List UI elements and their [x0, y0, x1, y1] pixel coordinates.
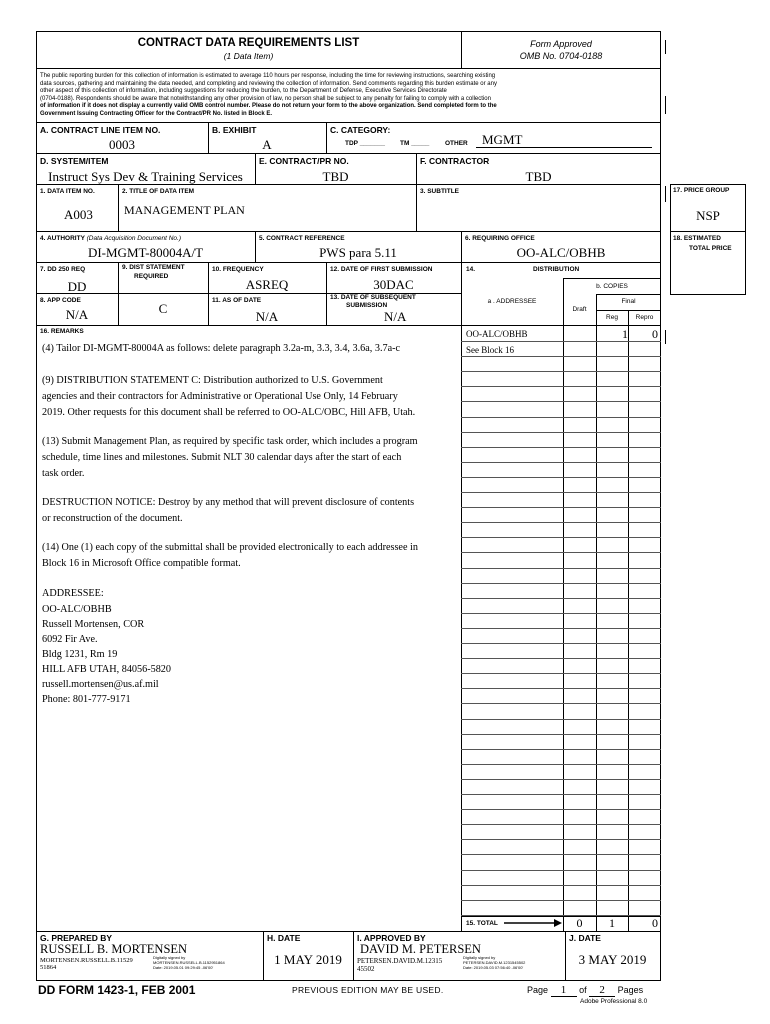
copies-label: b. COPIES	[596, 283, 628, 290]
reg-label: Reg	[606, 314, 618, 321]
subsequent-submission-label-2: SUBMISSION	[346, 302, 388, 309]
distribution-row-line	[461, 462, 661, 463]
contract-reference-value[interactable]: PWS para 5.11	[319, 245, 397, 260]
as-of-date-value[interactable]: N/A	[255, 309, 279, 324]
category-tdp: TDP _______	[345, 140, 385, 147]
distribution-row-line	[461, 673, 661, 674]
distribution-row-line	[461, 537, 661, 538]
form-subtitle: (1 Data Item)	[223, 51, 274, 61]
distribution-addressee[interactable]: See Block 16	[466, 345, 514, 355]
distribution-row-line	[461, 492, 661, 493]
as-of-date-label: 11. AS OF DATE	[212, 297, 262, 304]
category-underline	[476, 147, 652, 148]
distribution-row-line	[461, 703, 661, 704]
remarks-line: agencies and their contractors for Administrative or Operational Use Only, 14 February	[42, 391, 398, 402]
page-word: Page	[527, 985, 549, 995]
total-draft[interactable]: 0	[576, 916, 583, 930]
distribution-row-line	[461, 341, 661, 342]
distribution-row-line	[461, 779, 661, 780]
page-total: 2	[589, 984, 615, 997]
distribution-row-line	[461, 583, 661, 584]
remarks-line: Phone: 801-777-9171	[42, 694, 131, 705]
distribution-row-line	[461, 854, 661, 855]
remarks-label: 16. REMARKS	[40, 328, 84, 335]
dist-statement-value[interactable]: C	[158, 301, 168, 316]
distribution-row-line	[461, 568, 661, 569]
distribution-row-line	[461, 356, 661, 357]
dist-statement-label-2: REQUIRED	[134, 273, 169, 280]
remarks-line: Russell Mortensen, COR	[42, 619, 145, 630]
first-submission-label: 12. DATE OF FIRST SUBMISSION	[330, 266, 433, 273]
distribution-row-line	[461, 477, 661, 478]
remarks-line: 2019. Other requests for this document shall be referred to OO-ALC/OBC, Hill AFB, Utah.	[42, 407, 416, 418]
approved-by-label: I. APPROVED BY	[357, 933, 426, 943]
authority-label-text: 4. AUTHORITY	[40, 235, 85, 242]
software-note: Adobe Professional 8.0	[580, 998, 648, 1005]
app-code-label: 8. APP CODE	[40, 297, 81, 304]
digital-stamp-line: Digitally signed by	[153, 955, 186, 960]
burden-line: Government Issuing Contracting Officer for the Contract/PR No. listed in Block E.	[40, 110, 273, 117]
frequency-label: 10. FREQUENCY	[212, 266, 264, 273]
prepared-by-digital-stamp	[153, 955, 225, 970]
authority-value[interactable]: DI-MGMT-80004A/T	[87, 245, 204, 260]
distribution-reg-copies[interactable]: 1	[622, 327, 628, 341]
digital-stamp-line: MORTENSEN.RUSSELL.B.1152951864	[153, 960, 225, 965]
first-submission-value[interactable]: 30DAC	[373, 277, 414, 292]
burden-line: (0704-0188). Respondents should be aware that notwithstanding any other provision of law, no person shall be subject to any penalty for failing to comply with a collection	[40, 95, 491, 102]
distribution-row-line	[461, 870, 661, 871]
prepared-by-label: G. PREPARED BY	[40, 933, 113, 943]
dist-statement-label: 9. DIST STATEMENT	[122, 264, 185, 271]
approved-by-digital-stamp	[463, 955, 525, 970]
distribution-row-line	[461, 734, 661, 735]
page-number: 1	[551, 984, 577, 997]
app-code-value[interactable]: N/A	[65, 307, 89, 322]
pages-word: Pages	[617, 985, 644, 995]
contract-pr-value[interactable]: TBD	[322, 169, 349, 184]
clin-value[interactable]: 0003	[109, 137, 135, 152]
category-other-value[interactable]: MGMT	[482, 132, 523, 147]
contract-pr-label: E. CONTRACT/PR NO.	[259, 156, 349, 166]
dd250-label: 7. DD 250 REQ	[40, 266, 86, 273]
total-repro[interactable]: 0	[652, 916, 658, 930]
distribution-row-line	[461, 552, 661, 553]
remarks-line: HILL AFB UTAH, 84056-5820	[42, 664, 171, 675]
total-label: 15. TOTAL	[466, 920, 498, 927]
distribution-row-line	[461, 598, 661, 599]
burden-line: other aspect of this collection of information, including suggestions for reducing the burden, to the Department of Defense, Executive Services Directorate	[40, 88, 447, 94]
form-approved: Form Approved	[530, 39, 592, 49]
remarks-line: (9) DISTRIBUTION STATEMENT C: Distribution authorized to U.S. Government	[42, 375, 383, 386]
approved-by-name[interactable]: DAVID M. PETERSEN	[360, 942, 481, 956]
digital-stamp-line: PETERSEN.DAVID.M.1231545502	[463, 960, 526, 965]
form-identifier: DD FORM 1423-1, FEB 2001	[38, 983, 196, 997]
remarks-line: Bldg 1231, Rm 19	[42, 649, 118, 660]
requiring-office-value[interactable]: OO-ALC/OBHB	[516, 245, 606, 260]
category-label: C. CATEGORY:	[330, 125, 391, 135]
distribution-row-line	[461, 447, 661, 448]
previous-edition-note: PREVIOUS EDITION MAY BE USED.	[292, 985, 444, 995]
distribution-row-line	[461, 749, 661, 750]
remarks-line: Block 16 in Microsoft Office compatible format.	[42, 558, 241, 569]
category-tm: TM _____	[400, 140, 430, 147]
subsequent-submission-value[interactable]: N/A	[384, 309, 407, 324]
addressee-label: a . ADDRESSEE	[487, 298, 537, 305]
approval-date-label: J. DATE	[569, 933, 601, 943]
approved-by-signature[interactable]	[357, 957, 442, 973]
remarks-line: (13) Submit Management Plan, as required by specific task order, which includes a program	[42, 436, 418, 447]
distribution-row-line	[461, 386, 661, 387]
clin-label: A. CONTRACT LINE ITEM NO.	[40, 125, 161, 135]
remarks-line: task order.	[42, 468, 85, 479]
estimated-price-label-2: TOTAL PRICE	[689, 245, 732, 252]
distribution-row-line	[461, 522, 661, 523]
distribution-row-line	[461, 764, 661, 765]
page-indicator	[527, 984, 643, 997]
contract-reference-label: 5. CONTRACT REFERENCE	[259, 235, 345, 242]
contractor-label: F. CONTRACTOR	[420, 156, 490, 166]
exhibit-label: B. EXHIBIT	[212, 125, 257, 135]
remarks-line: or reconstruction of the document.	[42, 513, 183, 524]
repro-label: Repro	[635, 314, 654, 321]
distribution-row-line	[461, 915, 661, 916]
distribution-row-line	[461, 628, 661, 629]
digital-stamp-line: Digitally signed by	[463, 955, 496, 960]
distribution-row-line	[461, 507, 661, 508]
approved-by-signature-line-2: 45502	[357, 965, 375, 973]
distribution-row-line	[461, 371, 661, 372]
contractor-value[interactable]: TBD	[525, 169, 552, 184]
prepared-by-signature-line-2: 51864	[40, 964, 57, 971]
distribution-repro-copies[interactable]: 0	[652, 327, 658, 341]
digital-stamp-line: Date: 2019.05.01 09:29:45 -06'00'	[153, 965, 214, 970]
data-item-title-value[interactable]: MANAGEMENT PLAN	[124, 203, 245, 217]
distribution-number: 14.	[466, 266, 476, 273]
distribution-row-line	[461, 900, 661, 901]
prep-date-value[interactable]: 1 MAY 2019	[274, 952, 342, 967]
of-word: of	[579, 985, 587, 995]
prepared-by-signature[interactable]	[40, 957, 133, 971]
exhibit-value[interactable]: A	[262, 137, 272, 152]
final-label: Final	[621, 298, 636, 305]
distribution-row-line	[461, 719, 661, 720]
digital-stamp-line: Date: 2019.05.03 07:56:40 -06'00'	[463, 965, 524, 970]
subtitle-label: 3. SUBTITLE	[420, 188, 460, 195]
requiring-office-label: 6. REQUIRING OFFICE	[465, 235, 535, 242]
prep-date-label: H. DATE	[267, 933, 301, 943]
burden-line: The public reporting burden for this collection of information is estimated to average 110 hours per response, including the time for reviewing instructions, searching existing	[40, 73, 496, 79]
distribution-label: DISTRIBUTION	[533, 266, 580, 273]
subsequent-submission-label: 13. DATE OF SUBSEQUENT	[330, 294, 416, 301]
approval-date-value[interactable]: 3 MAY 2019	[578, 952, 647, 967]
remarks-line: (14) One (1) each copy of the submittal shall be provided electronically to each addressee in	[42, 542, 418, 553]
form-title: CONTRACT DATA REQUIREMENTS LIST	[137, 37, 360, 49]
remarks-line: OO-ALC/OBHB	[42, 604, 112, 615]
approved-by-signature-line: PETERSEN.DAVID.M.12315	[357, 957, 443, 965]
draft-label: Draft	[572, 306, 587, 313]
burden-line: data sources, gathering and maintaining the data needed, and completing and reviewing the collection of information. Send comments regarding this burden estimate or any	[40, 80, 497, 87]
prepared-by-signature-line: MORTENSEN.RUSSELL.B.11529	[40, 957, 133, 964]
price-group-label: 17. PRICE GROUP	[673, 187, 730, 194]
distribution-row-line	[461, 688, 661, 689]
distribution-addressee[interactable]: OO-ALC/OBHB	[466, 329, 528, 339]
total-reg[interactable]: 1	[609, 916, 615, 930]
distribution-row-line	[461, 809, 661, 810]
prepared-by-name[interactable]: RUSSELL B. MORTENSEN	[40, 942, 188, 956]
distribution-row-line	[461, 658, 661, 659]
distribution-row-line	[461, 643, 661, 644]
distribution-row-line	[461, 417, 661, 418]
distribution-row-line	[461, 401, 661, 402]
distribution-row-line	[461, 839, 661, 840]
data-item-no-value[interactable]: A003	[64, 207, 93, 222]
burden-line: of information if it does not display a currently valid OMB control number. Please do not return your form to the above organization. Send completed form to the	[40, 103, 497, 109]
burden-statement	[40, 73, 658, 118]
frequency-value[interactable]: ASREQ	[245, 277, 289, 292]
arrow-right-icon	[504, 919, 562, 927]
omb-number: OMB No. 0704-0188	[519, 51, 603, 61]
distribution-row-line	[461, 824, 661, 825]
remarks-line: (4) Tailor DI-MGMT-80004A as follows: delete paragraph 3.2a-m, 3.3, 3.4, 3.6a, 3.7a-c	[42, 343, 401, 354]
remarks-line: schedule, time lines and milestones. Submit NLT 30 calendar days after the start of each	[42, 452, 402, 463]
remarks-line: russell.mortensen@us.af.mil	[42, 679, 159, 690]
system-item-value[interactable]: Instruct Sys Dev & Training Services	[48, 169, 243, 184]
remarks-line: DESTRUCTION NOTICE: Destroy by any method that will prevent disclosure of contents	[42, 497, 415, 508]
category-other: OTHER	[445, 140, 468, 147]
estimated-price-label: 18. ESTIMATED	[673, 235, 721, 242]
data-item-no-label: 1. DATA ITEM NO.	[40, 188, 95, 195]
authority-label	[40, 236, 181, 243]
price-group-value[interactable]: NSP	[696, 208, 720, 223]
distribution-row-line	[461, 613, 661, 614]
system-item-label: D. SYSTEM/ITEM	[40, 156, 109, 166]
distribution-row-line	[461, 885, 661, 886]
distribution-row-line	[461, 794, 661, 795]
data-item-title-label: 2. TITLE OF DATA ITEM	[122, 188, 195, 195]
authority-label-note: (Data Acquisition Document No.)	[86, 235, 182, 242]
remarks-line: ADDRESSEE:	[42, 588, 104, 599]
remarks-line: 6092 Fir Ave.	[42, 634, 98, 645]
dd250-value[interactable]: DD	[67, 279, 87, 294]
distribution-row-line	[461, 432, 661, 433]
